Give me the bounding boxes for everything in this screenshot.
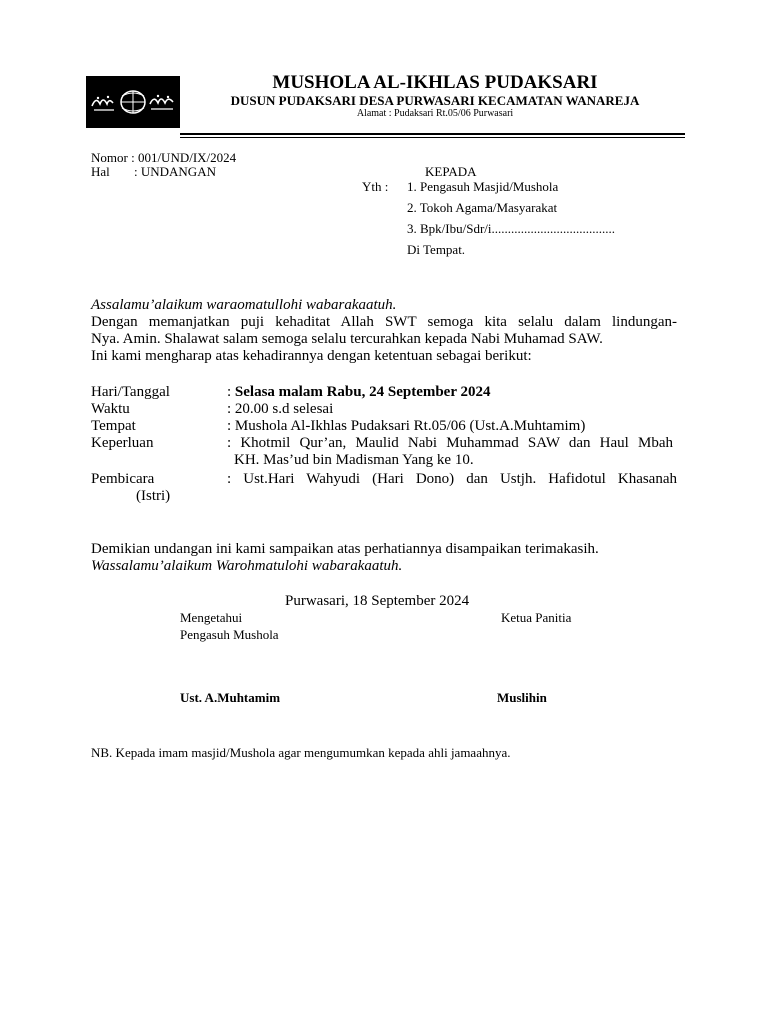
subject-value: : UNDANGAN (134, 164, 216, 179)
detail-value-place: : Mushola Al-Ikhlas Pudaksari Rt.05/06 (Ust.A.Muhtamim) (227, 418, 586, 434)
signer-left-name: Ust. A.Muhtamim (180, 690, 281, 705)
footnote: NB. Kepada imam masjid/Mushola agar mengumumkan kepada ahli jamaahnya. (91, 745, 511, 760)
recipient-place: Di Tempat. (407, 242, 466, 257)
recipient-yth: Yth : (362, 179, 389, 194)
detail-value-speaker: : Ust.Hari Wahyudi (Hari Dono) dan Ustjh. Hafidotul Khasanah (227, 471, 677, 487)
body-paragraph-line: Dengan memanjatkan puji kehaditat Allah SWT semoga kita selalu dalam lindungan- (91, 314, 677, 330)
recipient-heading: KEPADA (425, 164, 477, 179)
detail-value-date: : Selasa malam Rabu, 24 September 2024 (227, 384, 491, 400)
closing-text: Demikian undangan ini kami sampaikan atas perhatiannya disampaikan terimakasih. (91, 541, 599, 557)
signer-right-role: Ketua Panitia (501, 610, 572, 625)
org-subtitle: DUSUN PUDAKSARI DESA PURWASARI KECAMATAN WANAREJA (230, 93, 640, 108)
signer-right-name: Muslihin (497, 690, 547, 705)
recipient-item: 2. Tokoh Agama/Masyarakat (407, 200, 558, 215)
recipient-item: 1. Pengasuh Masjid/Mushola (407, 179, 559, 194)
detail-label-speaker: Pembicara (91, 471, 155, 487)
detail-label-date: Hari/Tanggal (91, 384, 170, 400)
place-date: Purwasari, 18 September 2024 (285, 593, 470, 609)
event-date: Selasa malam Rabu, 24 September 2024 (234, 384, 491, 400)
detail-label-time: Waktu (91, 401, 130, 417)
header-divider-thin (180, 137, 685, 138)
detail-label-place: Tempat (91, 418, 136, 434)
letter-number: Nomor : 001/UND/IX/2024 (91, 150, 237, 165)
subject-label: Hal (91, 164, 110, 179)
recipient-item: 3. Bpk/Ibu/Sdr/i...................................... (407, 221, 616, 236)
body-paragraph-line: Nya. Amin. Shalawat salam semoga selalu tercurahkan kepada Nabi Muhamad SAW. (91, 331, 603, 347)
detail-label-purpose: Keperluan (91, 435, 154, 451)
organization-logo (86, 76, 180, 128)
opening-greeting: Assalamu’alaikum waraomatullohi wabarakaatuh. (91, 297, 397, 313)
org-title: MUSHOLA AL-IKHLAS PUDAKSARI (272, 72, 598, 93)
body-paragraph-line: Ini kami mengharap atas kehadirannya dengan ketentuan sebagai berikut: (91, 348, 532, 364)
closing-greeting: Wassalamu’alaikum Warohmatulohi wabarakaatuh. (91, 558, 403, 574)
detail-value-speaker-cont: (Istri) (136, 488, 171, 504)
detail-value-purpose: : Khotmil Qur’an, Maulid Nabi Muhammad SAW dan Haul Mbah (227, 435, 673, 451)
signer-left-role: Mengetahui (180, 610, 243, 625)
signer-left-role: Pengasuh Mushola (180, 627, 279, 642)
logo-emblem-icon (86, 76, 180, 128)
detail-value-purpose-cont: KH. Mas’ud bin Madisman Yang ke 10. (234, 452, 474, 468)
detail-value-time: : 20.00 s.d selesai (227, 401, 334, 417)
header-divider (180, 133, 685, 135)
org-address: Alamat : Pudaksari Rt.05/06 Purwasari (356, 108, 514, 119)
